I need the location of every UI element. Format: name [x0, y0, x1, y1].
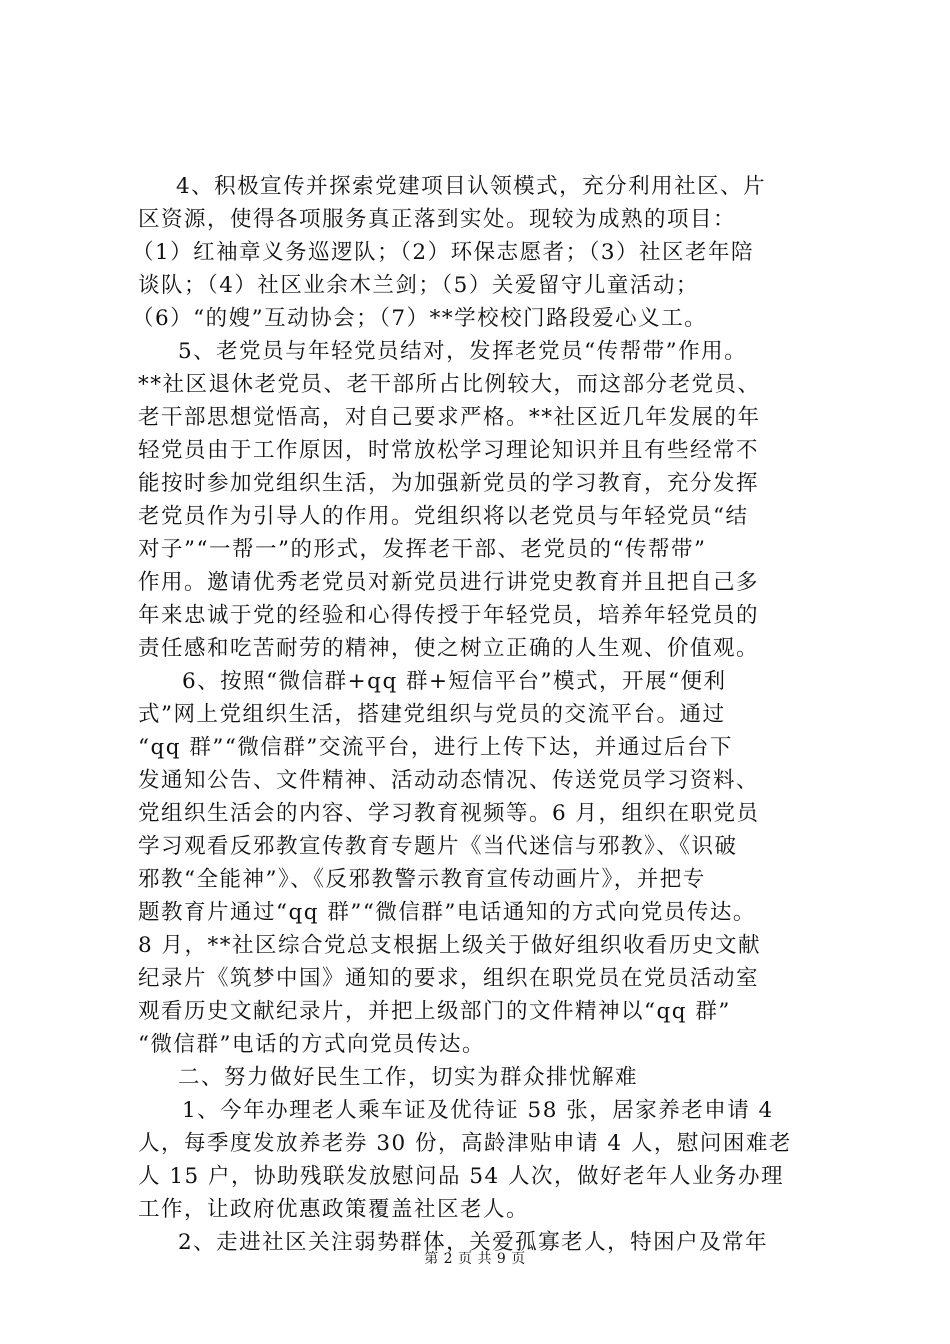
text-line: 学习观看反邪教宣传教育专题片《当代迷信与邪教》、《识破: [138, 834, 738, 859]
text-line: （6）“的嫂”互动协会；（7）**学校校门路段爱心义工。: [132, 306, 708, 331]
text-line: “微信群”电话的方式向党员传达。: [138, 1032, 485, 1057]
text-line: 党组织生活会的内容、学习教育视频等。6 月，组织在职党员: [138, 801, 760, 826]
text-line: 年来忠诚于党的经验和心得传授于年轻党员，培养年轻党员的: [138, 603, 760, 628]
text-line: 责任感和吃苦耐劳的精神，使之树立正确的人生观、价值观。: [138, 636, 760, 661]
text-line: 轻党员由于工作原因，时常放松学习理论知识并且有些经常不: [138, 438, 760, 463]
page-number-footer: 第 2 页 共 9 页: [424, 1251, 526, 1267]
text-line: 题教育片通过“qq 群”“微信群”电话通知的方式向党员传达。: [138, 900, 756, 925]
section-heading: 二、努力做好民生工作，切实为群众排忧解难: [178, 1065, 639, 1090]
text-line: 1、今年办理老人乘车证及优待证 58 张，居家养老申请 4: [182, 1098, 774, 1123]
text-line: 老党员作为引导人的作用。党组织将以老党员与年轻党员“结: [138, 504, 749, 529]
text-line: 谈队；（4）社区业余木兰剑；（5）关爱留守儿童活动；: [138, 273, 699, 298]
text-line: 发通知公告、文件精神、活动动态情况、传送党员学习资料、: [138, 768, 760, 793]
text-line: 4、积极宣传并探索党建项目认领模式，充分利用社区、片: [176, 174, 767, 199]
text-line: 作用。邀请优秀老党员对新党员进行讲党史教育并且把自己多: [138, 570, 760, 595]
text-line: 2、走进社区关注弱势群体，关爱孤寡老人，特困户及常年: [178, 1230, 769, 1255]
text-line: （1）红袖章义务巡逻队；（2）环保志愿者；（3）社区老年陪: [132, 240, 755, 265]
text-line: 观看历史文献纪录片，并把上级部门的文件精神以“qq 群”: [138, 999, 731, 1024]
text-line: 区资源，使得各项服务真正落到实处。现较为成熟的项目：: [138, 207, 737, 232]
text-line: “qq 群”“微信群”交流平台，进行上传下达，并通过后台下: [138, 735, 733, 760]
text-line: 邪教“全能神”》、《反邪教警示教育宣传动画片》，并把专: [138, 867, 706, 892]
text-line: 人，每季度发放养老券 30 份，高龄津贴申请 4 人，慰问困难老: [138, 1131, 792, 1156]
text-line: 8 月，**社区综合党总支根据上级关于做好组织收看历史文献: [138, 933, 762, 958]
text-line: **社区退休老党员、老干部所占比例较大，而这部分老党员、: [138, 372, 761, 397]
text-line: 老干部思想觉悟高，对自己要求严格。**社区近几年发展的年: [138, 405, 761, 430]
text-line: 6、按照“微信群+qq 群+短信平台”模式，开展“便利: [182, 669, 727, 694]
text-line: 式”网上党组织生活，搭建党组织与党员的交流平台。通过: [138, 702, 726, 727]
text-line: 工作，让政府优惠政策覆盖社区老人。: [138, 1197, 530, 1222]
text-line: 人 15 户，协助残联发放慰问品 54 人次，做好老年人业务办理: [138, 1164, 785, 1189]
text-line: 对子”“一帮一”的形式，发挥老干部、老党员的“传帮带”: [138, 537, 707, 562]
text-line: 纪录片《筑梦中国》通知的要求，组织在职党员在党员活动室: [138, 966, 760, 991]
text-line: 能按时参加党组织生活，为加强新党员的学习教育，充分发挥: [138, 471, 760, 496]
text-line: 5、老党员与年轻党员结对，发挥老党员“传帮带”作用。: [178, 339, 748, 364]
